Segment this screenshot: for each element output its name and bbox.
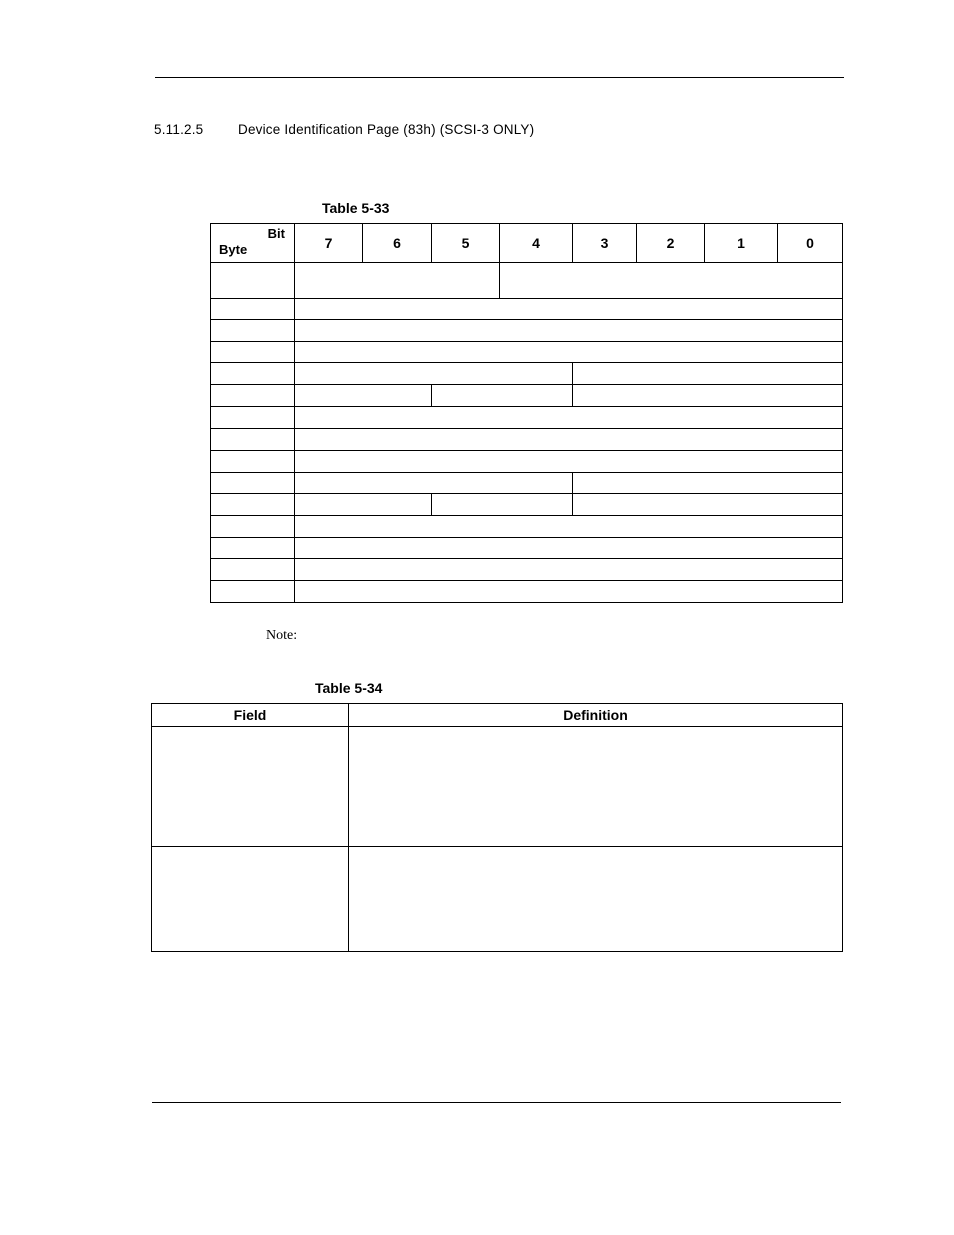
table-row — [211, 538, 843, 559]
byte-cell — [211, 559, 295, 581]
bit-3-header: 3 — [573, 224, 637, 263]
section-number: 5.11.2.5 — [154, 122, 204, 137]
bit-5-header: 5 — [432, 224, 500, 263]
field-cell — [295, 429, 843, 451]
field-cell — [295, 516, 843, 538]
top-rule — [155, 77, 844, 78]
byte-cell — [211, 299, 295, 320]
byte-cell — [211, 363, 295, 385]
definition-cell — [349, 727, 843, 847]
table-row — [211, 320, 843, 342]
field-cell — [573, 385, 843, 407]
field-cell — [295, 385, 432, 407]
table-row — [211, 299, 843, 320]
byte-cell — [211, 342, 295, 363]
byte-cell — [211, 494, 295, 516]
byte-cell — [211, 407, 295, 429]
bottom-rule — [152, 1102, 841, 1103]
section-title: Device Identification Page (83h) (SCSI-3 ONLY) — [238, 122, 535, 137]
table-row — [211, 429, 843, 451]
field-cell — [295, 407, 843, 429]
byte-cell — [211, 320, 295, 342]
field-cell — [295, 342, 843, 363]
table-5-34-caption: Table 5-34 — [315, 680, 383, 696]
byte-cell — [211, 385, 295, 407]
byte-label: Byte — [219, 242, 248, 257]
field-cell — [432, 494, 573, 516]
byte-cell — [211, 473, 295, 494]
field-cell — [573, 473, 843, 494]
bit-2-header: 2 — [637, 224, 705, 263]
table-row — [211, 451, 843, 473]
table-row — [152, 847, 843, 952]
table-row — [211, 342, 843, 363]
page-format-table — [210, 223, 843, 603]
table-row — [211, 385, 843, 407]
field-cell — [573, 494, 843, 516]
field-cell — [295, 451, 843, 473]
field-cell — [295, 363, 573, 385]
byte-cell — [211, 516, 295, 538]
bit-4-header: 4 — [500, 224, 573, 263]
field-cell — [295, 263, 500, 299]
bit-0-header: 0 — [778, 224, 843, 263]
table-row — [211, 263, 843, 299]
field-definition-table — [151, 703, 843, 952]
field-cell — [295, 559, 843, 581]
field-cell — [295, 581, 843, 603]
table-row — [211, 407, 843, 429]
field-cell — [295, 538, 843, 559]
bit-label: Bit — [267, 226, 285, 241]
table-row — [211, 581, 843, 603]
byte-cell — [211, 451, 295, 473]
byte-cell — [211, 581, 295, 603]
note-label: Note: — [266, 628, 298, 643]
field-cell — [295, 494, 432, 516]
table-row — [211, 473, 843, 494]
field-cell — [152, 727, 349, 847]
bit-byte-corner-cell — [211, 224, 295, 263]
byte-cell — [211, 538, 295, 559]
table-5-33-caption: Table 5-33 — [322, 200, 390, 216]
field-cell — [432, 385, 573, 407]
bit-6-header: 6 — [363, 224, 432, 263]
definition-column-header: Definition — [349, 704, 843, 727]
table-row — [211, 494, 843, 516]
byte-cell — [211, 263, 295, 299]
byte-cell — [211, 429, 295, 451]
table-row — [211, 559, 843, 581]
bit-7-header: 7 — [295, 224, 363, 263]
field-cell — [152, 847, 349, 952]
field-cell — [500, 263, 843, 299]
bit-1-header: 1 — [705, 224, 778, 263]
field-cell — [295, 320, 843, 342]
field-cell — [295, 473, 573, 494]
definition-cell — [349, 847, 843, 952]
table-row — [152, 727, 843, 847]
section-heading — [154, 122, 534, 137]
table-row — [211, 516, 843, 538]
field-cell — [573, 363, 843, 385]
table-row — [211, 363, 843, 385]
field-cell — [295, 299, 843, 320]
field-column-header: Field — [152, 704, 349, 727]
